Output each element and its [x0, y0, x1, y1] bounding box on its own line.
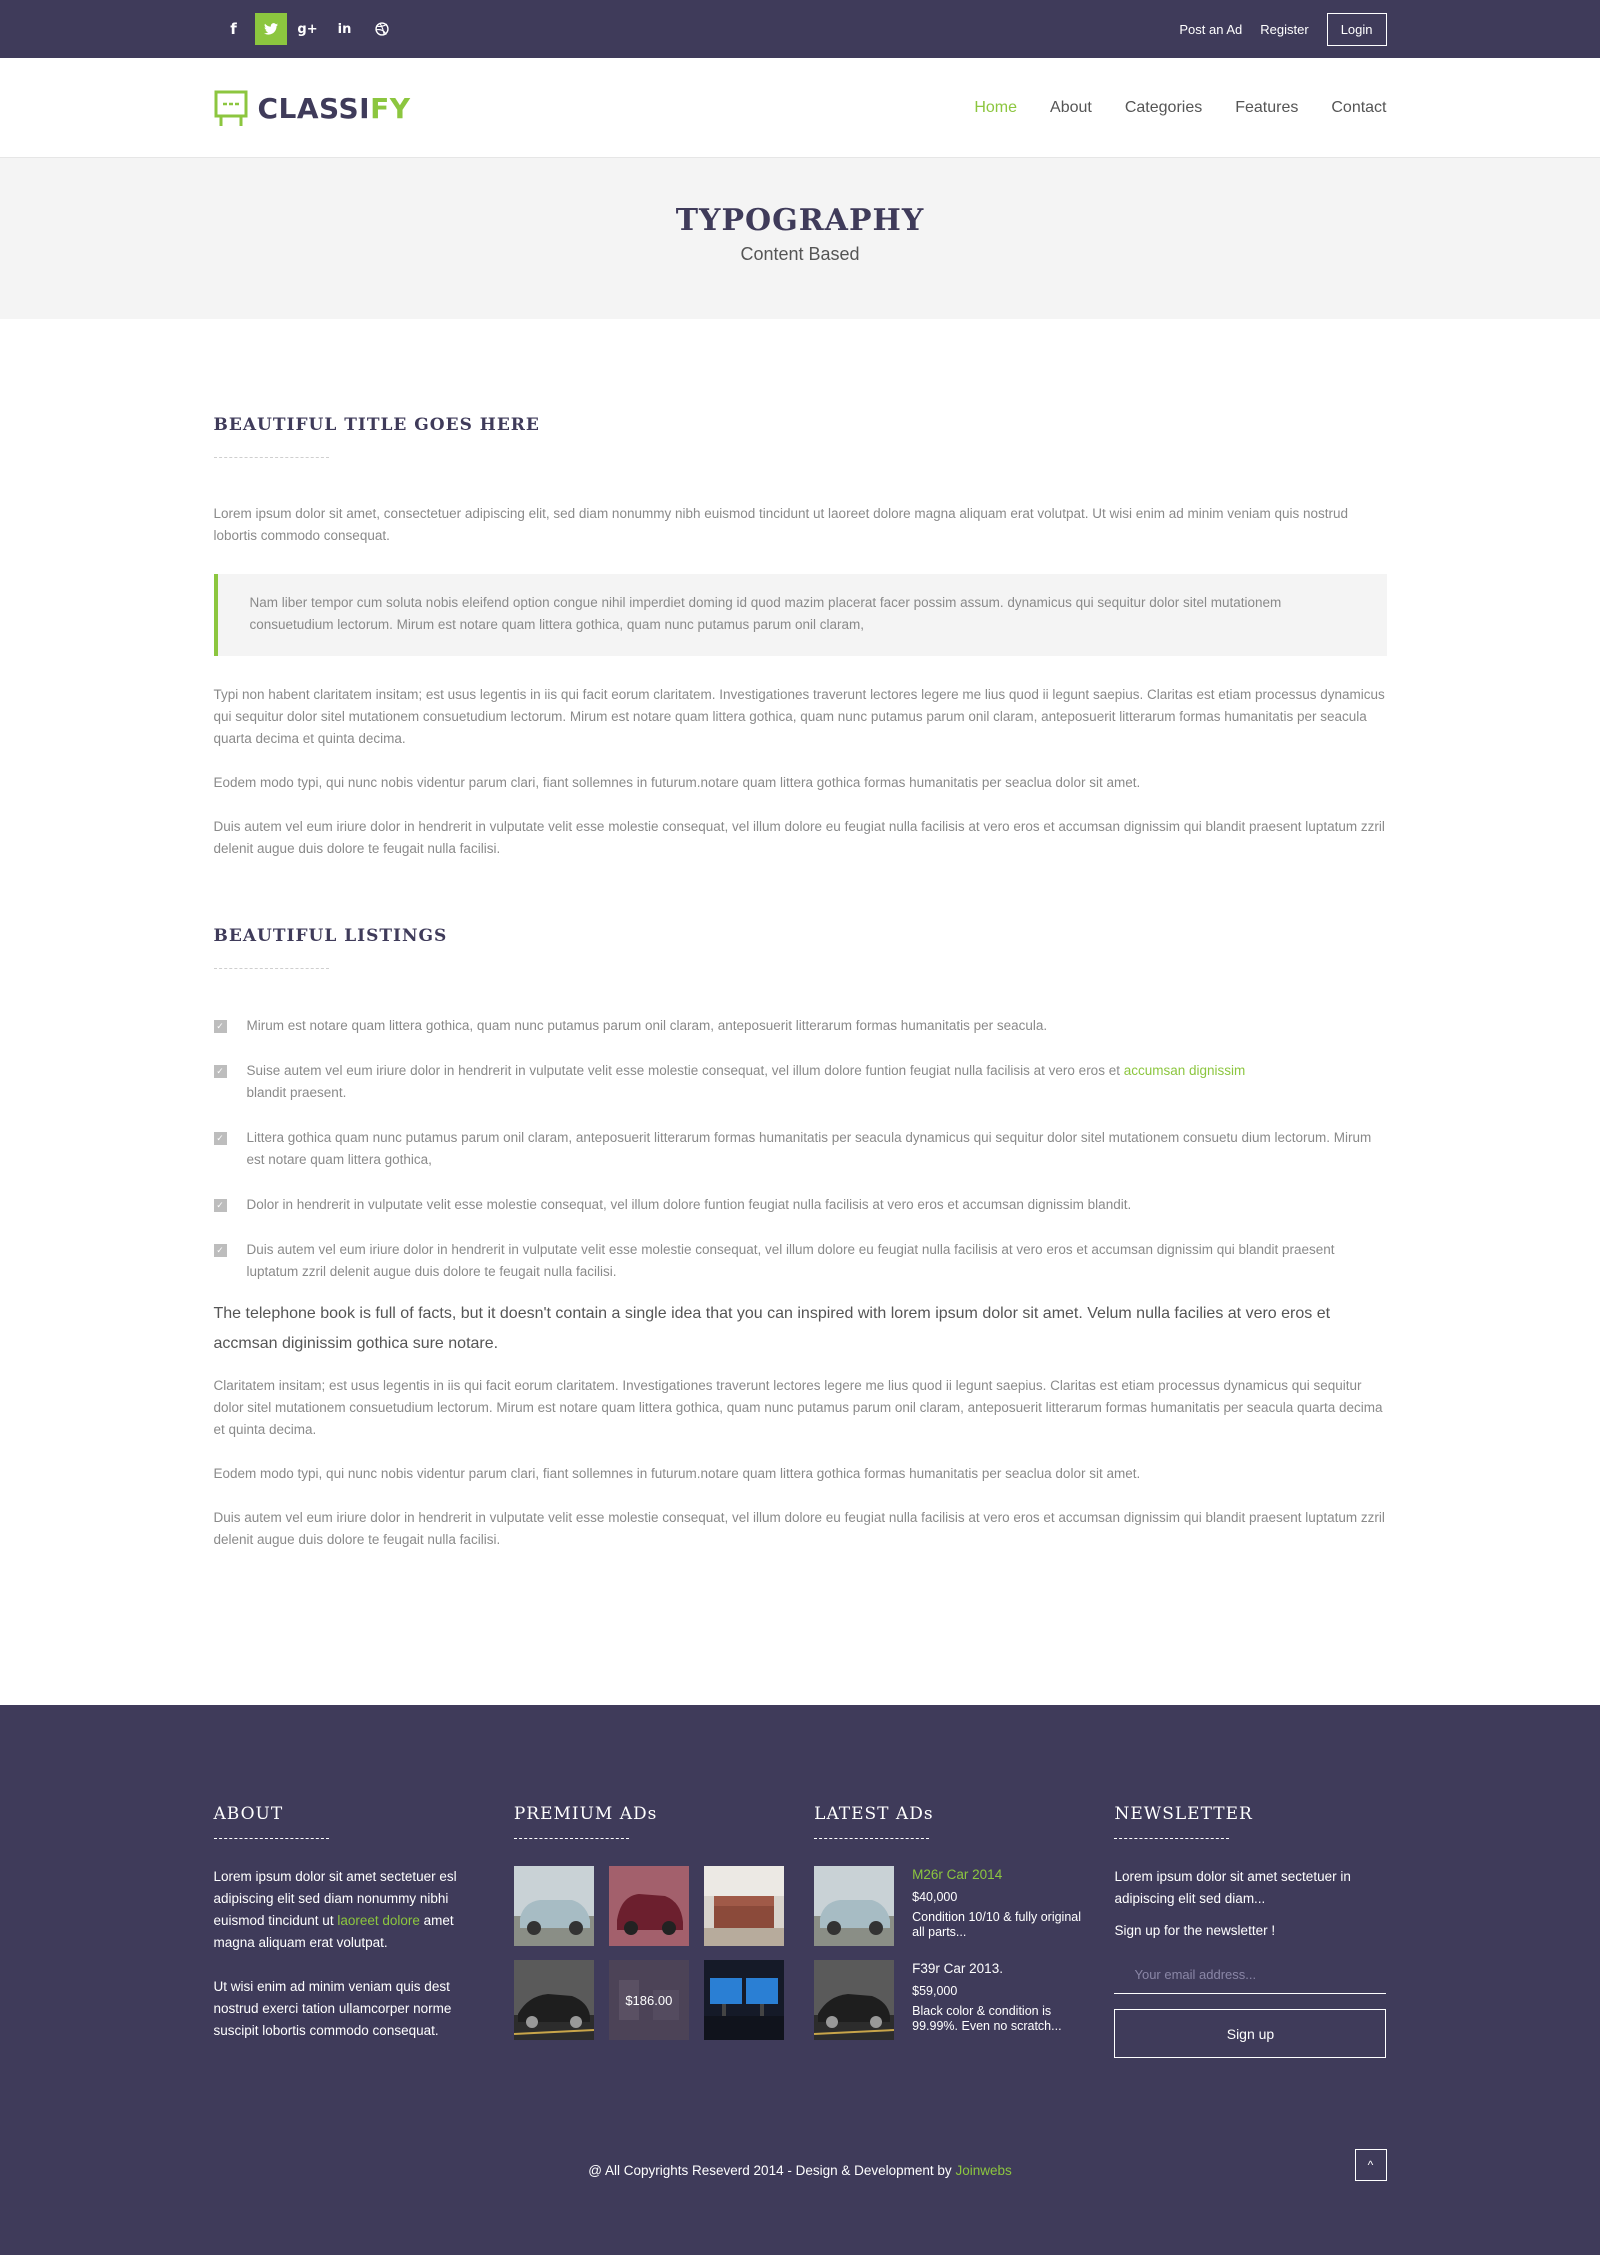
register-link[interactable]: Register	[1260, 21, 1309, 37]
footer-divider	[514, 1838, 629, 1839]
post-ad-link[interactable]: Post an Ad	[1179, 21, 1243, 37]
premium-ad-thumb[interactable]	[514, 1960, 594, 2040]
checkbox-icon: ✓	[214, 1132, 227, 1145]
premium-ad-price: $186.00	[609, 1960, 689, 2040]
footer-divider	[814, 1838, 929, 1839]
footer-about-text	[214, 1866, 486, 1954]
section-title-beautiful-listings: BEAUTIFUL LISTINGS	[213, 926, 448, 946]
latest-ad-title[interactable]: F39r Car 2013.	[912, 1961, 1003, 1976]
footer-about-text-b: amet magna aliquam erat volutpat.	[213, 1913, 454, 1950]
check-list	[214, 1015, 1387, 1283]
logo-text-accent: FY	[370, 91, 411, 125]
linkedin-icon[interactable]: in	[337, 21, 352, 37]
latest-ad-price: $40,000	[912, 1890, 958, 1904]
footer-divider	[1114, 1838, 1229, 1839]
checkbox-icon: ✓	[214, 1065, 227, 1078]
checkbox-icon: ✓	[214, 1199, 227, 1212]
checkbox-icon: ✓	[214, 1244, 227, 1257]
blockquote: Nam liber tempor cum soluta nobis eleifend option congue nihil imperdiet doming id quod mazim placerat facer possim assum. dynamicus qui sequitur dolor sitel mutationem consuetudium lectorum. Mirum est notare quam littera gothica, quam nunc putamus parum onil claram,	[214, 574, 1387, 656]
joinwebs-link[interactable]: Joinwebs	[955, 2163, 1012, 2178]
title-divider	[214, 968, 329, 969]
laoreet-dolore-link[interactable]: laoreet dolore	[337, 1913, 420, 1928]
facebook-icon[interactable]: f	[230, 20, 237, 38]
list-item-text: Dolor in hendrerit in vulputate velit esse molestie consequat, vel illum dolore funtion feugiat nulla facilisis at vero eros et accumsan dignissim blandit.	[246, 1197, 1132, 1212]
nav-categories[interactable]: Categories	[1124, 99, 1203, 116]
paragraph: Eodem modo typi, qui nunc nobis videntur parum clari, fiant sollemnes in futurum.notare quam littera gothica formas humanitatis per seaclua dolor sit amet.	[213, 775, 1141, 790]
nav-home[interactable]: Home	[974, 99, 1018, 116]
social-links	[218, 13, 398, 45]
list-item	[214, 1239, 1387, 1283]
list-item-text: Littera gothica quam nunc putamus parum onil claram, anteposuerit litterarum formas humanitatis per seacula dynamicus qui sequitur dolor sitel mutationem consuetu dium lectorum. Mirum est notare quam littera gothica,	[246, 1130, 1372, 1167]
billboard-icon	[214, 90, 248, 126]
twitter-icon[interactable]	[255, 13, 287, 45]
footer-heading: NEWSLETTER	[1114, 1804, 1253, 1824]
latest-ad-item	[814, 1866, 1086, 1946]
list-item-text-part: Suise autem vel eum iriure dolor in hendrerit in vulputate velit esse molestie consequat, vel illum dolore funtion feugiat nulla facilisis at vero eros et	[246, 1063, 1120, 1078]
footer-about-text-2: Ut wisi enim ad minim veniam quis dest nostrud exerci tation ullamcorper norme suscipit lobortis commodo consequat.	[213, 1979, 452, 2038]
back-to-top-button[interactable]	[1355, 2149, 1387, 2181]
premium-ad-thumb[interactable]	[704, 1960, 784, 2040]
list-item-text-tail: blandit praesent.	[246, 1085, 347, 1100]
copyright	[214, 2158, 1387, 2178]
footer-about	[214, 1804, 486, 2058]
list-item	[214, 1060, 1387, 1104]
page-title: TYPOGRAPHY	[675, 203, 925, 238]
list-item-text: Mirum est notare quam littera gothica, quam nunc putamus parum onil claram, anteposuerit litterarum formas humanitatis per seacula.	[246, 1018, 1048, 1033]
latest-ad-price: $59,000	[912, 1984, 958, 1998]
site-footer	[0, 1705, 1600, 2255]
copyright-text: @ All Copyrights Reseverd 2014 - Design & Development by	[588, 2163, 952, 2178]
dribbble-icon[interactable]	[366, 13, 398, 45]
login-button[interactable]: Login	[1327, 13, 1387, 46]
latest-ad-item	[814, 1960, 1086, 2040]
page-subtitle: Content Based	[740, 244, 860, 264]
premium-thumb-grid	[514, 1866, 786, 2040]
newsletter-email-input[interactable]	[1114, 1956, 1386, 1994]
list-item-text	[247, 1060, 1246, 1104]
premium-ad-thumb[interactable]	[514, 1866, 594, 1946]
google-plus-icon[interactable]: g+	[297, 21, 318, 37]
section-title-beautiful-title: BEAUTIFUL TITLE GOES HERE	[213, 415, 540, 435]
newsletter-signup-text: Sign up for the newsletter !	[1114, 1923, 1276, 1938]
footer-about-text-a: Lorem ipsum dolor sit amet sectetuer esl adipiscing elit sed diam nonummy nibhi euismod tincidunt ut	[213, 1869, 457, 1928]
paragraph: Eodem modo typi, qui nunc nobis videntur parum clari, fiant sollemnes in futurum.notare quam littera gothica formas humanitatis per seaclua dolor sit amet.	[213, 1466, 1141, 1481]
lead-paragraph: The telephone book is full of facts, but it doesn't contain a single idea that you can inspired with lorem ipsum dolor sit amet. Velum nulla facilies at vero eros et accmsan diginissim gothica sure notare.	[213, 1305, 1331, 1352]
list-item	[214, 1015, 1387, 1037]
paragraph: Lorem ipsum dolor sit amet, consectetuer adipiscing elit, sed diam nonummy nibh euismod tincidunt ut laoreet dolore magna aliquam erat volutpat. Ut wisi enim ad minim veniam quis nostrud lobortis commodo consequat.	[213, 506, 1349, 543]
footer-heading: ABOUT	[213, 1804, 284, 1824]
paragraph: Claritatem insitam; est usus legentis in iis qui facit eorum claritatem. Investigationes traverunt lectores legere me lius quod ii legunt saepius. Claritas est etiam processus dynamicus qui sequitur dolor sitel mutationem consuetudium lectorum. Mirum est notare quam littera gothica, quam nunc putamus parum onil claram, anteposuerit litterarum formas humanitatis per seacula quarta decima et quinta decima.	[213, 1378, 1383, 1437]
newsletter-signup-button[interactable]: Sign up	[1114, 2009, 1386, 2058]
latest-ad-thumb[interactable]	[814, 1960, 894, 2040]
premium-ad-thumb[interactable]	[704, 1866, 784, 1946]
title-divider	[214, 457, 329, 458]
page-banner	[0, 158, 1600, 319]
chevron-up-icon: ^	[1367, 2158, 1374, 2172]
main-content	[0, 319, 1600, 1705]
footer-premium-ads	[514, 1804, 786, 2058]
footer-heading: PREMIUM ADs	[513, 1804, 658, 1824]
accumsan-dignissim-link[interactable]: accumsan dignissim	[1123, 1063, 1246, 1078]
latest-ad-title[interactable]: M26r Car 2014	[912, 1867, 1003, 1882]
footer-divider	[214, 1838, 329, 1839]
nav-features[interactable]: Features	[1235, 99, 1299, 116]
list-item-text: Duis autem vel eum iriure dolor in hendrerit in vulputate velit esse molestie consequat, vel illum dolore eu feugiat nulla facilisis at vero eros et accumsan dignissim qui blandit praesent luptatum zzril delenit augue duis dolore te feugait nulla facilisi.	[246, 1242, 1335, 1279]
logo[interactable]	[214, 90, 411, 126]
top-links	[1179, 13, 1386, 46]
list-item	[214, 1127, 1387, 1171]
nav-about[interactable]: About	[1050, 99, 1092, 116]
latest-ad-desc: Condition 10/10 & fully original all parts...	[912, 1910, 1082, 1939]
premium-ad-thumb-with-price[interactable]	[609, 1960, 689, 2040]
nav-contact[interactable]: Contact	[1331, 99, 1387, 116]
logo-text: CLASSI	[257, 91, 371, 125]
premium-ad-thumb[interactable]	[609, 1866, 689, 1946]
list-item	[214, 1194, 1387, 1216]
paragraph: Duis autem vel eum iriure dolor in hendrerit in vulputate velit esse molestie consequat, vel illum dolore eu feugiat nulla facilisis at vero eros et accumsan dignissim qui blandit praesent luptatum zzril delenit augue duis dolore te feugait nulla facilisi.	[213, 1510, 1385, 1547]
checkbox-icon: ✓	[214, 1020, 227, 1033]
paragraph: Typi non habent claritatem insitam; est usus legentis in iis qui facit eorum claritatem. Investigationes traverunt lectores legere me lius quod ii legunt saepius. Claritas est etiam processus dynamicus qui sequitur dolor sitel mutationem consuetudium lectorum. Mirum est notare quam littera gothica, quam nunc putamus parum onil claram, anteposuerit litterarum formas humanitatis per seacula quarta decima et quinta decima.	[213, 687, 1385, 746]
latest-ad-thumb[interactable]	[814, 1866, 894, 1946]
footer-heading: LATEST ADs	[814, 1804, 934, 1824]
footer-newsletter	[1114, 1804, 1386, 2058]
latest-ad-desc: Black color & condition is 99.99%. Even no scratch...	[912, 2004, 1062, 2033]
newsletter-text: Lorem ipsum dolor sit amet sectetuer in adipiscing elit sed diam...	[1114, 1869, 1351, 1906]
site-header	[0, 58, 1600, 158]
main-nav	[974, 99, 1386, 117]
paragraph: Duis autem vel eum iriure dolor in hendrerit in vulputate velit esse molestie consequat, vel illum dolore eu feugiat nulla facilisis at vero eros et accumsan dignissim qui blandit praesent luptatum zzril delenit augue duis dolore te feugait nulla facilisi.	[213, 819, 1385, 856]
footer-latest-ads	[814, 1804, 1086, 2058]
top-bar	[0, 0, 1600, 58]
